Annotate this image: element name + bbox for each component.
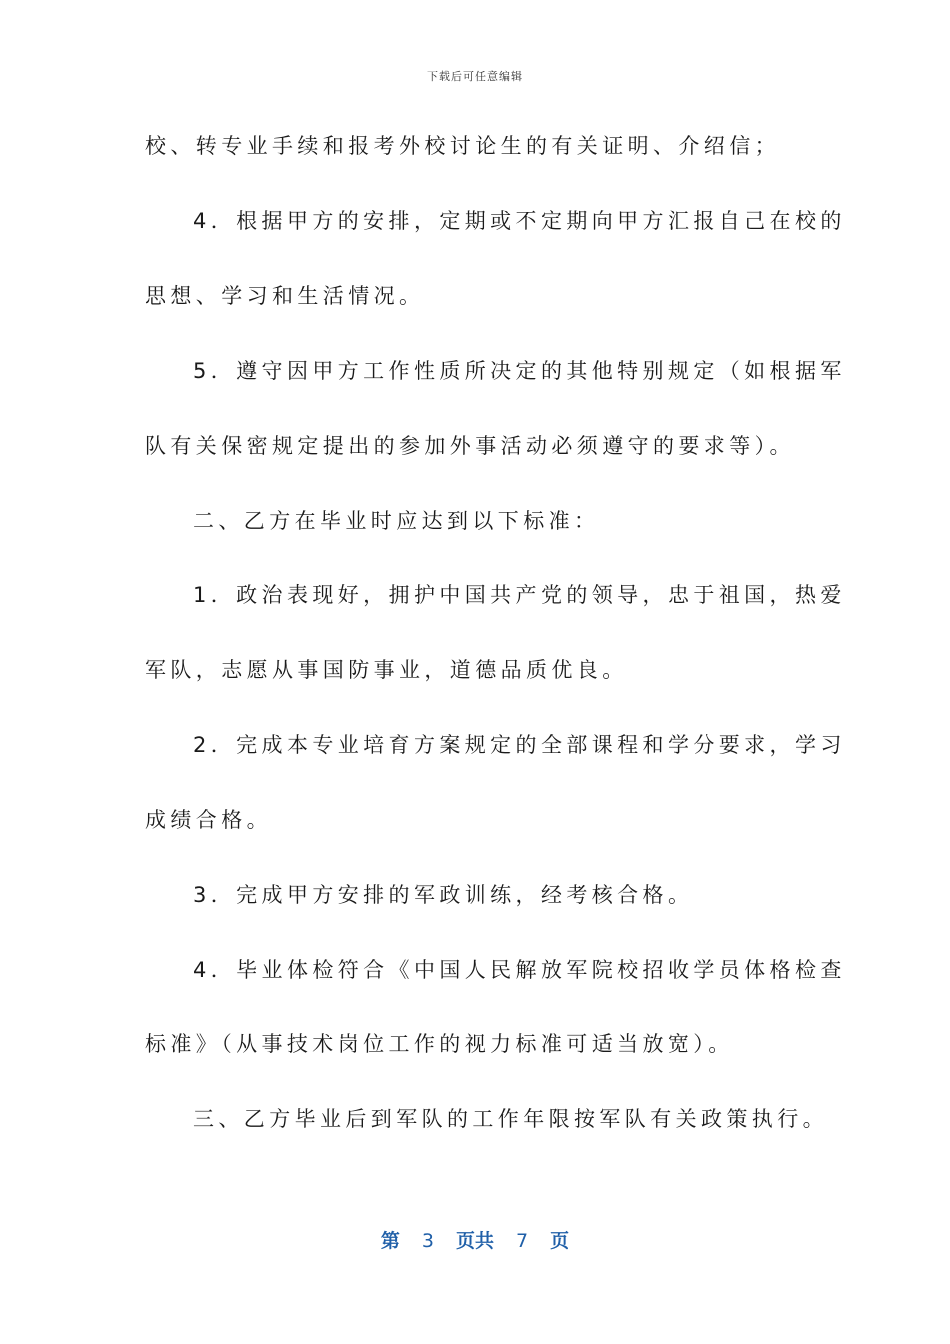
paragraph-line: 5．遵守因甲方工作性质所决定的其他特别规定（如根据军	[193, 359, 846, 383]
paragraph-line: 校、转专业手续和报考外校讨论生的有关证明、介绍信；	[145, 134, 780, 158]
footer-prefix: 第	[380, 1230, 400, 1252]
section-heading: 三、乙方毕业后到军队的工作年限按军队有关政策执行。	[193, 1107, 828, 1131]
paragraph-line: 军队，志愿从事国防事业，道德品质优良。	[145, 658, 628, 682]
paragraph-line: 4．毕业体检符合《中国人民解放军院校招收学员体格检查	[193, 958, 846, 982]
paragraph-line: 成绩合格。	[145, 808, 272, 832]
paragraph-line: 4．根据甲方的安排，定期或不定期向甲方汇报自己在校的	[193, 209, 846, 233]
footer-suffix: 页	[550, 1230, 570, 1252]
section-heading: 二、乙方在毕业时应达到以下标准：	[193, 509, 600, 533]
header-note: 下载后可任意编辑	[427, 70, 523, 83]
paragraph-line: 1．政治表现好，拥护中国共产党的领导，忠于祖国，热爱	[193, 583, 846, 607]
page-footer	[0, 1226, 950, 1253]
page-number: 3	[421, 1230, 434, 1252]
page-total: 7	[516, 1230, 529, 1252]
footer-middle: 页共	[455, 1230, 494, 1252]
paragraph-line: 思想、学习和生活情况。	[145, 284, 425, 308]
paragraph-line: 3．完成甲方安排的军政训练，经考核合格。	[193, 883, 694, 907]
paragraph-line: 标准》（从事技术岗位工作的视力标准可适当放宽）。	[145, 1032, 734, 1056]
paragraph-line: 2．完成本专业培育方案规定的全部课程和学分要求，学习	[193, 733, 846, 757]
paragraph-line: 队有关保密规定提出的参加外事活动必须遵守的要求等）。	[145, 434, 795, 458]
